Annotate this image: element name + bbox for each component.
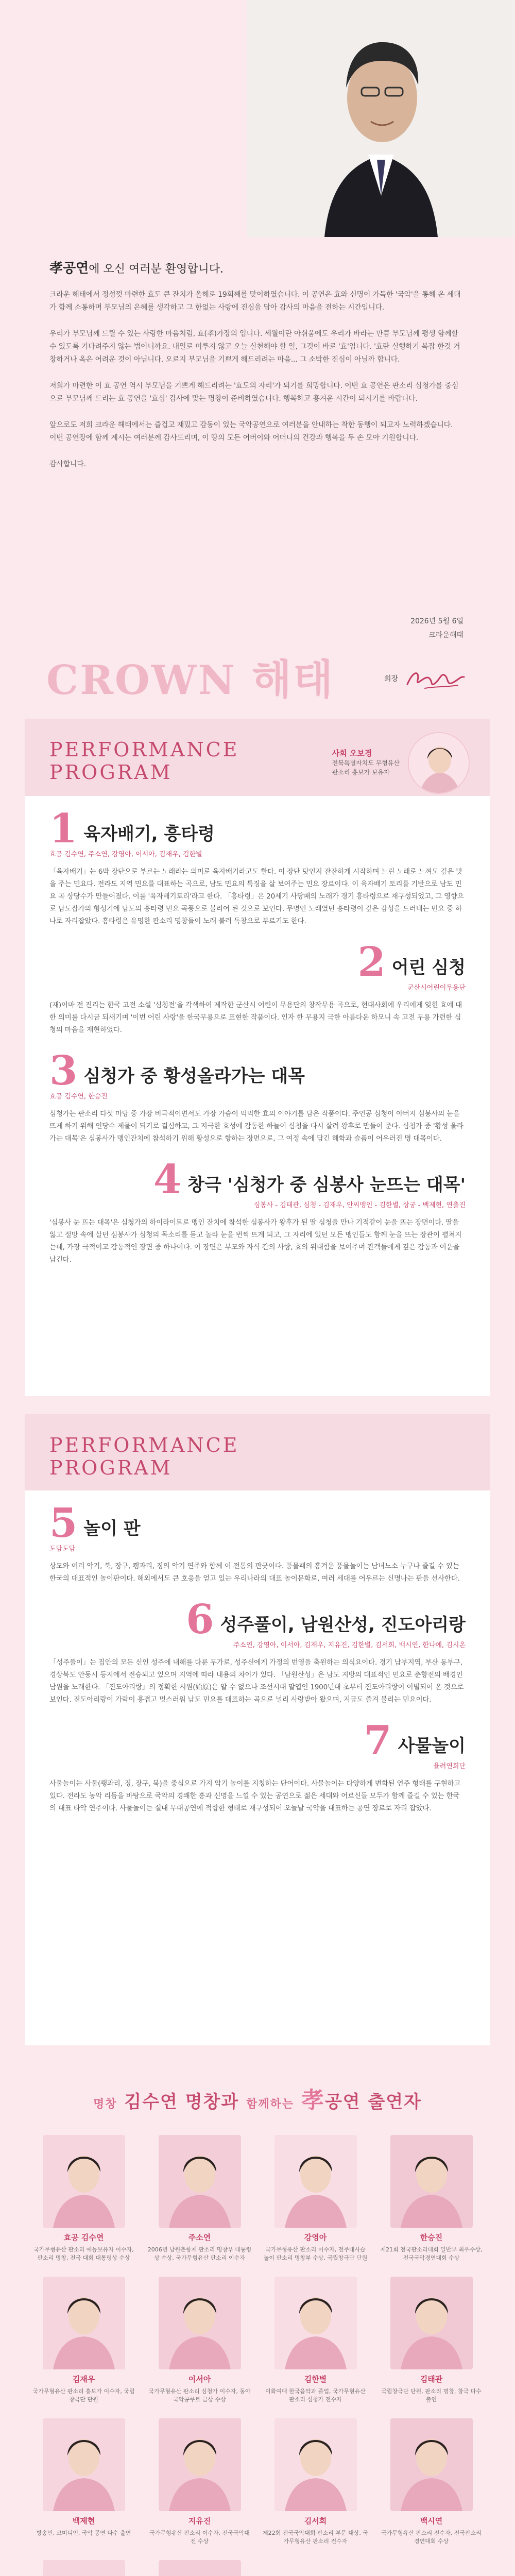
performers-title <box>0 2081 515 2114</box>
signature-role: 회장 <box>384 675 398 683</box>
performer-desc: 이화여대 한국음악과 졸업, 국가무형유산 판소리 심청가 전수자 <box>265 2388 366 2403</box>
performer-name: 김태관 <box>420 2375 443 2384</box>
program-item <box>49 1047 466 1145</box>
performers-title-mid: 함께하는 <box>246 2098 295 2111</box>
program-item-number: 7 <box>364 1717 392 1764</box>
program-body-2 <box>25 1490 490 1853</box>
performer-card <box>31 2418 136 2546</box>
performer-name: 효공 김수연 <box>63 2233 104 2242</box>
program-card-2 <box>25 1414 490 2045</box>
performer-desc: 국가무형유산 판소리 이수자, 전국국악대전 수상 <box>149 2530 250 2545</box>
program-title-line2: PROGRAM <box>49 761 173 784</box>
program-item-text: 사물놀이는 사물(꽹과리, 징, 장구, 북)을 중심으로 가지 악기 놀이를 지칭하는 단어이다. 사물놀이는 다양하게 변화된 연주 형태를 구현하고 있다. 전라도 농악 리듬을 바탕으로 국악의 경쾌한 흥과 신명을 느낄 수 있는 공연으로 젊은 세대와 어르신들 모두가 함께 즐길 수 있는 한국의 대표 타악 연주이다. 사물놀이는 실내 무대공연에 적합한 형태로 재구성되어 오늘날 국악을 대표하는 공연 장르로 자리 잡았다. <box>49 1780 461 1812</box>
performer-card <box>147 2560 252 2576</box>
performer-photo <box>390 2418 473 2511</box>
program-item-number: 6 <box>186 1596 214 1643</box>
program-item-number: 2 <box>357 939 386 986</box>
program-item-cast: 심봉사 - 김태관, 심청 - 김재우, 안씨맹인 - 김한별, 상궁 - 백제현, 연출진 <box>253 1201 466 1209</box>
program-item-text: 「성주풀이」는 집안의 모든 신인 성주에 내해를 다룬 무가로, 성주신에게 가정의 번영을 축원하는 의식요이다. 경기 남부지역, 부산 동부구, 경상북도 안동시 등지에서 전승되고 있으며 지역에 따라 내용의 차이가 있다. 「남원산성」은 남도 지방의 대표적인 민요로 춘향전의 배경인 남원을 노래한다. 「진도아리랑」의 정확한 시원(始原)은 알 수 없으나 조선시대 말엽인 1900년대 초부터 진도아리랑이 이별되어 온 것으로 보인다. 진도아리랑이 가락이 흥겹고 멋스러워 남도 민요를 대표하는 곡으로 널리 사랑받아 왔으며, 지금도 즐겨 불리는 민요이다. <box>49 1658 464 1704</box>
performer-card <box>147 2135 252 2262</box>
program-item-cast: 효공 김수연, 주소연, 강영아, 이서아, 김재우, 김한별 <box>49 851 202 858</box>
program-item-head <box>49 1047 466 1094</box>
performers-title-pre: 명창 <box>93 2098 117 2111</box>
performers-grid <box>31 2135 484 2576</box>
program-item-title: 심청가 중 황성올라가는 대목 <box>83 1066 305 1087</box>
program-item-cast: 율려연희단 <box>433 1762 466 1770</box>
performer-name: 백시연 <box>420 2516 443 2526</box>
performer-name: 주소연 <box>188 2233 211 2242</box>
program-item-title-wrap <box>398 1736 466 1758</box>
program-item <box>49 939 466 1036</box>
performer-desc: 제21회 전국판소리대회 일반부 최우수상, 전국국악경연대회 수상 <box>380 2246 483 2261</box>
performer-card <box>263 2277 368 2404</box>
program-header-1 <box>25 719 490 796</box>
program-item-text: 상모와 여러 악기, 북, 장구, 꽹과리, 징의 악기 연주와 함께 이 전통의 판굿이다. 풍물패의 흥겨운 풍물놀이는 남녀노소 누구나 즐길 수 있는 한국의 대표적인 놀이판이다. 해외에서도 큰 호응을 얻고 있는 우리나라의 대표 놀이문화로, 여러 세대를 어우르는 신명나는 판을 선사한다. <box>49 1562 460 1583</box>
performer-card <box>31 2277 136 2404</box>
mc-desc-line: 판소리 흥보가 보유자 <box>332 769 390 776</box>
greeting-heading-rest: 에 오신 여러분 환영합니다. <box>89 263 224 276</box>
program-item <box>49 1596 466 1706</box>
performer-desc: 국가무형유산 판소리 심청가 이수자, 동아국악콩쿠르 금상 수상 <box>148 2388 251 2403</box>
performer-photo <box>390 2135 473 2228</box>
logo-latin: CROWN <box>46 657 236 704</box>
performer-card <box>263 2418 368 2546</box>
chairman-portrait <box>247 0 515 237</box>
performer-photo <box>43 2418 125 2511</box>
program-item-title-wrap <box>83 1518 140 1541</box>
greeting-paragraph: 우리가 부모님께 드릴 수 있는 사랑한 마음처럼, 효(孝)가장의 입니다. 세월이란 아쉬움에도 우리가 바라는 만큼 부모님께 평생 함께할 수 있도록 기다려주지 않는 법이니까요. 내일로 미루지 않고 오늘 실천해야 할 일, 그것이 바로 '효'입니다. '효란 실행하기 복잡 한것 거창하거나 옥은 어려운 것이 아닙니다. 오로지 부모님을 기쁘게 해드리려는 마음... 그 소박한 진심이 아닐까 합니다. <box>49 330 460 364</box>
performer-name: 강영아 <box>304 2233 327 2242</box>
program-item-title: 성주풀이, 남원산성, 진도아리랑 <box>220 1615 466 1635</box>
performer-photo <box>159 2135 241 2228</box>
program-item <box>49 805 466 927</box>
greeting-body <box>49 289 461 484</box>
program-item-head <box>49 1596 466 1643</box>
program-item-text: 심청가는 판소리 다섯 마당 중 가장 비극적이면서도 가장 가슴이 먹먹한 효의 이야기를 담은 작품이다. 주인공 심청이 아버지 심봉사의 눈을 뜨게 하기 위해 인당수 제물이 되기로 결심하고, 그 지극한 효성에 감동한 하늘이 심청을 다시 살려 왕후로 만들어 준다. 심청가 중 '황성 올라가는 대목'은 심봉사가 맹인잔치에 참석하기 위해 황성으로 향하는 장면으로, 그 여정 속에 담긴 해학과 슬픔이 어우러진 명 대목이다. <box>49 1110 464 1143</box>
performer-name: 김재우 <box>72 2375 95 2384</box>
handwritten-signature <box>404 665 466 692</box>
performer-desc: 제22회 전국국악대회 판소리 부문 대상, 국가무형유산 판소리 전수자 <box>263 2530 368 2545</box>
performer-card <box>31 2560 136 2576</box>
program-item-text: (재)이마 전 진리는 한국 고전 소설 '심청전'을 각색하여 제작한 군산시 어린이 무용단의 창작무용 곡으로, 현대사회에 우리에게 잊힌 효에 대한 의미를 다시금 되새기며 '이번 어린 사랑'을 한국무용으로 표현한 작품이다. 인자 한 무용지 극한 아름다운 하모니 속 고전 무용 가련한 심청의 마음을 재현하였다. <box>49 1001 462 1034</box>
program-title-line2: PROGRAM <box>49 1456 173 1479</box>
performers-title-name: 김수연 명창과 <box>124 2092 239 2112</box>
program-item-cast: 주소연, 강영아, 이서아, 김재우, 지유진, 김한별, 김서희, 백시연, 한나예, 김시온 <box>233 1641 466 1649</box>
program-item-title-wrap <box>392 957 466 980</box>
performer-photo <box>43 2560 125 2576</box>
program-body-1 <box>25 796 490 1304</box>
performers-title-post: 공연 출연자 <box>324 2092 422 2112</box>
performer-card <box>379 2418 484 2546</box>
mc-photo <box>408 732 470 794</box>
mc-text <box>332 732 400 777</box>
performer-photo <box>159 2560 241 2576</box>
program-item-head <box>49 805 466 852</box>
performer-photo <box>274 2418 357 2511</box>
program-item-title: 창극 '심청가 중 심봉사 눈뜨는 대목' <box>187 1175 466 1195</box>
greeting-org: 크라운해태 <box>428 631 464 639</box>
program-item-head <box>49 1717 466 1764</box>
performer-desc: 국가무형유산 판소리 예능보유자 이수자, 판소리 명창, 전국 대회 대통령상 수상 <box>33 2246 134 2261</box>
greeting-heading <box>49 258 224 277</box>
program-item-cast: 도담도담 <box>49 1545 76 1553</box>
greeting-section <box>0 0 515 719</box>
program-item-head <box>49 939 466 986</box>
greeting-heading-strong: 孝공연 <box>49 261 89 276</box>
performer-name: 한승진 <box>420 2233 443 2242</box>
performer-name: 김서희 <box>304 2516 327 2526</box>
performer-photo <box>43 2135 125 2228</box>
mc-desc-line: 전북특별자치도 무형유산 <box>332 759 400 767</box>
program-header-2 <box>25 1414 490 1490</box>
performer-photo <box>159 2418 241 2511</box>
program-item-number: 4 <box>153 1156 182 1203</box>
program-item-title-wrap <box>187 1175 466 1197</box>
program-item-head <box>49 1156 466 1203</box>
program-item-title-wrap <box>83 1066 305 1089</box>
program-item-cast: 군산시어린이무용단 <box>407 984 466 992</box>
mc-name: 사회 오보경 <box>332 749 372 758</box>
performer-name: 이서아 <box>188 2375 211 2384</box>
performer-desc: 국립창극단 단원, 판소리 명창, 창극 다수 출연 <box>381 2388 482 2403</box>
performer-desc: 국가무형유산 판소리 이수자, 전주대사습놀이 판소리 명창부 수상, 국립창극단 단원 <box>263 2246 368 2261</box>
program-item-text: '심봉사 눈 뜨는 대목'은 심청가의 하이라이트로 맹인 잔치에 참석한 심봉사가 왕후가 된 딸 심청을 만나 기적같이 눈을 뜨는 장면이다. 딸을 잃고 절망 속에 살던 심봉사가 심청의 목소리를 듣고 놀라 눈을 번쩍 뜨게 되고, 그 자리에 있던 모든 맹인들도 함께 눈을 뜨는 장관이 펼쳐지는데, 가장 극적이고 감동적인 장면 중 하나이다. 이 장면은 부모와 자식 간의 사랑, 효의 위대함을 보여주며 관객들에게 깊은 감동과 여운을 남긴다. <box>49 1218 462 1264</box>
program-item-number: 3 <box>49 1047 78 1094</box>
performer-desc: 방송인, 코미디언, 국악 공연 다수 출연 <box>36 2530 131 2536</box>
program-title-line1: PERFORMANCE <box>49 738 239 761</box>
crown-haitai-logo <box>46 647 334 706</box>
program-item-head <box>49 1500 466 1547</box>
performer-photo <box>390 2277 473 2369</box>
program-item-text: 「육자배기」는 6박 장단으로 부르는 노래라는 의미로 육자배기라고도 한다. 이 장단 탓인지 잔잔하게 시작하며 느린 노래로 느껴도 깊은 맛을 주는 민요다. 전라도 지역 민요를 대표하는 곡으로, 남도 민요의 특징을 살 보여주는 민요 장르이다. 이 육자배기 토리를 기반으로 남도 민요 곡 상당수가 만들어졌다. 이를 '육자배기토리'라고 한다. 「흥타령」은 20세기 사당패의 노래가 경기 흥타령으로 재구성되었고, 그 영향으로 남도잡가의 형성기에 남도의 흥타령 민요 곡풍으로 불리어 된 것으로 보인다. 무명인 노래였던 흥타령이 깊은 감성을 드러내는 민요 중 하나로 자리잡았다. 흥타령은 유명한 판소리 명창들이 노래 불러 독창으로 부르기도 한다. <box>49 868 464 925</box>
performers-section <box>0 2066 515 2576</box>
greeting-paragraph: 앞으로도 저희 크라운 해태에서는 즐겁고 재밌고 감동이 있는 국악공연으로 여러분을 안내하는 착한 동행이 되고자 노력하겠습니다. 이번 공연장에 함께 계시는 여러분께 감사드리며, 이 땅의 모든 어버이와 어머니의 건강과 행복을 두 손 모아 기원합니다. <box>49 421 453 442</box>
greeting-paragraph: 감사합니다. <box>49 460 86 468</box>
mc-box <box>332 732 470 794</box>
performer-name: 백제현 <box>72 2516 95 2526</box>
performer-card <box>379 2277 484 2404</box>
performer-desc: 국가무형유산 판소리 전수자, 전국판소리경연대회 수상 <box>381 2530 482 2545</box>
performer-photo <box>159 2277 241 2369</box>
performer-photo <box>43 2277 125 2369</box>
program-item-cast: 효공 김수연, 한승진 <box>49 1093 108 1100</box>
program-item-title: 놀이 판 <box>83 1518 141 1539</box>
program-item-number: 1 <box>49 805 78 852</box>
performer-photo <box>274 2135 357 2228</box>
program-item-title: 사물놀이 <box>398 1736 466 1756</box>
performer-card <box>31 2135 136 2262</box>
greeting-date: 2026년 5월 6일 <box>410 617 464 625</box>
program-title-line1: PERFORMANCE <box>49 1434 239 1456</box>
program-item-number: 5 <box>49 1500 78 1547</box>
program-item-title: 육자배기, 흥타령 <box>83 824 215 844</box>
program-item <box>49 1156 466 1266</box>
performer-card <box>379 2135 484 2262</box>
program-card-1 <box>25 719 490 1396</box>
performer-name: 지유진 <box>188 2516 211 2526</box>
performer-name: 김한별 <box>304 2375 327 2384</box>
greeting-paragraph: 저희가 마련한 이 효 공연 역시 부모님을 기쁘게 해드리려는 '효도의 자리'가 되기를 희망합니다. 이번 효 공연은 판소리 심청가를 중심으로 부모님께 드리는 효 공연을 '효심' 감사에 맞는 명창이 준비하였습니다. 행복하고 흥겨운 시간이 되시기를 바랍니다. <box>49 382 459 403</box>
program-item-title-wrap <box>83 824 215 846</box>
performer-card <box>147 2277 252 2404</box>
signature-block <box>384 665 466 692</box>
program-item <box>49 1500 466 1585</box>
program-item-title: 어린 심청 <box>391 957 466 978</box>
greeting-paragraph: 크라운 해태에서 정성껏 마련한 효도 큰 잔치가 올해로 19회째를 맞이하였습니다. 이 공연은 효와 신명이 가득한 '국악'을 통해 온 세대가 함께 소통하며 부모님의 은혜를 생각하고 그 한없는 사랑에 진심을 담아 감사의 마음을 전하는 시간입니다. <box>49 291 461 312</box>
performer-photo <box>274 2277 357 2369</box>
program-item <box>49 1717 466 1815</box>
performer-card <box>263 2135 368 2262</box>
performers-title-accent: 孝 <box>301 2087 325 2113</box>
performer-card <box>147 2418 252 2546</box>
program-item-title-wrap <box>220 1615 466 1637</box>
performer-desc: 국가무형유산 판소리 흥보가 이수자, 국립창극단 단원 <box>32 2388 135 2403</box>
performer-desc: 2006년 남원춘향제 판소리 명창부 대통령상 수상, 국가무형유산 판소리 이수자 <box>147 2246 252 2261</box>
logo-hangul: 해태 <box>251 656 335 704</box>
